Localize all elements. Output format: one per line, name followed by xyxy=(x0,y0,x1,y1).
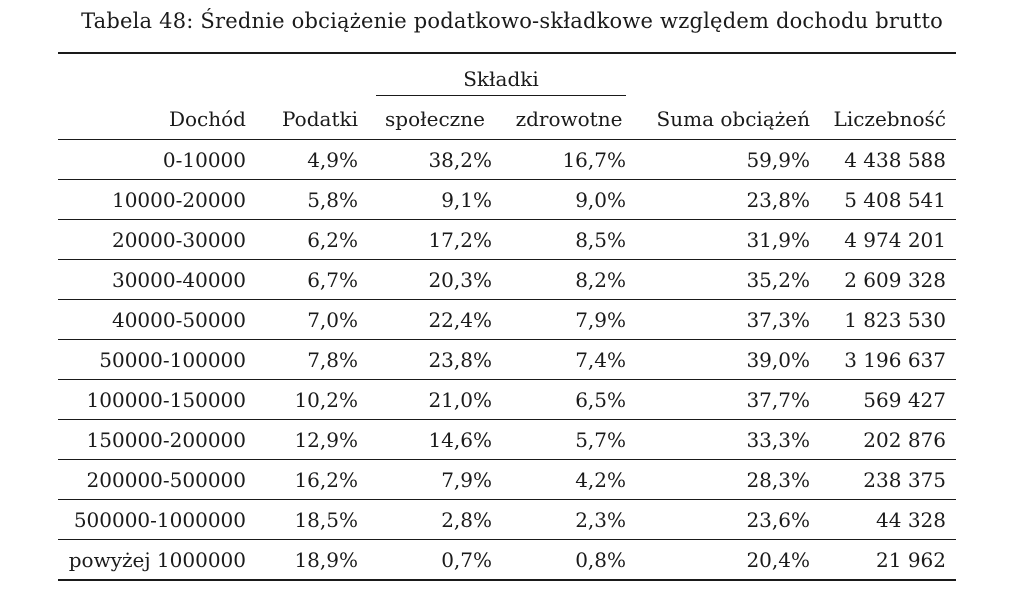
cell-zdrowotne: 16,7% xyxy=(502,140,636,180)
table-row xyxy=(58,460,956,500)
cell-liczebnosc: 2 609 328 xyxy=(820,260,956,300)
cell-dochod: 200000-500000 xyxy=(58,460,256,500)
cell-suma: 59,9% xyxy=(636,140,820,180)
cell-podatki: 18,9% xyxy=(256,540,368,581)
cell-zdrowotne: 6,5% xyxy=(502,380,636,420)
cell-suma: 35,2% xyxy=(636,260,820,300)
cell-dochod: powyżej 1000000 xyxy=(58,540,256,581)
cell-podatki: 7,8% xyxy=(256,340,368,380)
cell-zdrowotne: 7,4% xyxy=(502,340,636,380)
cell-liczebnosc: 3 196 637 xyxy=(820,340,956,380)
cell-podatki: 16,2% xyxy=(256,460,368,500)
cell-liczebnosc: 569 427 xyxy=(820,380,956,420)
cell-podatki: 18,5% xyxy=(256,500,368,540)
cell-suma: 23,8% xyxy=(636,180,820,220)
cell-spoleczne: 22,4% xyxy=(368,300,502,340)
cell-suma: 33,3% xyxy=(636,420,820,460)
table-row xyxy=(58,220,956,260)
table-row xyxy=(58,140,956,180)
table-row xyxy=(58,300,956,340)
cell-zdrowotne: 8,5% xyxy=(502,220,636,260)
cell-suma: 37,3% xyxy=(636,300,820,340)
cell-spoleczne: 38,2% xyxy=(368,140,502,180)
cell-dochod: 500000-1000000 xyxy=(58,500,256,540)
table-row xyxy=(58,500,956,540)
cell-suma: 28,3% xyxy=(636,460,820,500)
cell-podatki: 10,2% xyxy=(256,380,368,420)
cell-zdrowotne: 0,8% xyxy=(502,540,636,581)
col-header-dochod: Dochód xyxy=(58,99,256,140)
table-row xyxy=(58,540,956,581)
table-row xyxy=(58,380,956,420)
cell-zdrowotne: 7,9% xyxy=(502,300,636,340)
table-row xyxy=(58,260,956,300)
col-header-spoleczne: społeczne xyxy=(368,99,502,140)
cell-dochod: 10000-20000 xyxy=(58,180,256,220)
cell-spoleczne: 20,3% xyxy=(368,260,502,300)
cell-zdrowotne: 4,2% xyxy=(502,460,636,500)
header-row xyxy=(58,99,956,140)
table-body xyxy=(58,140,956,581)
cell-liczebnosc: 202 876 xyxy=(820,420,956,460)
cell-zdrowotne: 5,7% xyxy=(502,420,636,460)
header-group-skladki: Składki xyxy=(376,67,626,96)
cell-liczebnosc: 4 974 201 xyxy=(820,220,956,260)
cell-spoleczne: 21,0% xyxy=(368,380,502,420)
cell-zdrowotne: 9,0% xyxy=(502,180,636,220)
cell-liczebnosc: 21 962 xyxy=(820,540,956,581)
cell-suma: 37,7% xyxy=(636,380,820,420)
cell-liczebnosc: 4 438 588 xyxy=(820,140,956,180)
cell-dochod: 30000-40000 xyxy=(58,260,256,300)
cell-podatki: 6,2% xyxy=(256,220,368,260)
cell-suma: 20,4% xyxy=(636,540,820,581)
cell-liczebnosc: 5 408 541 xyxy=(820,180,956,220)
cell-suma: 39,0% xyxy=(636,340,820,380)
cell-zdrowotne: 8,2% xyxy=(502,260,636,300)
cell-liczebnosc: 1 823 530 xyxy=(820,300,956,340)
cell-podatki: 7,0% xyxy=(256,300,368,340)
cell-dochod: 40000-50000 xyxy=(58,300,256,340)
cell-dochod: 150000-200000 xyxy=(58,420,256,460)
cell-spoleczne: 17,2% xyxy=(368,220,502,260)
col-header-liczebnosc: Liczebność xyxy=(820,99,956,140)
cell-spoleczne: 23,8% xyxy=(368,340,502,380)
col-header-suma: Suma obciążeń xyxy=(636,99,820,140)
cell-dochod: 20000-30000 xyxy=(58,220,256,260)
cell-spoleczne: 9,1% xyxy=(368,180,502,220)
table-row xyxy=(58,180,956,220)
income-burden-table xyxy=(58,52,956,581)
cell-dochod: 50000-100000 xyxy=(58,340,256,380)
table-row xyxy=(58,420,956,460)
cell-suma: 31,9% xyxy=(636,220,820,260)
cell-spoleczne: 2,8% xyxy=(368,500,502,540)
cell-liczebnosc: 238 375 xyxy=(820,460,956,500)
cell-dochod: 0-10000 xyxy=(58,140,256,180)
header-group-row xyxy=(58,53,956,99)
cell-suma: 23,6% xyxy=(636,500,820,540)
cell-spoleczne: 7,9% xyxy=(368,460,502,500)
cell-zdrowotne: 2,3% xyxy=(502,500,636,540)
col-header-podatki: Podatki xyxy=(256,99,368,140)
table-caption: Tabela 48: Średnie obciążenie podatkowo-składkowe względem dochodu brutto xyxy=(81,9,943,33)
cell-spoleczne: 0,7% xyxy=(368,540,502,581)
cell-podatki: 12,9% xyxy=(256,420,368,460)
cell-spoleczne: 14,6% xyxy=(368,420,502,460)
cell-podatki: 5,8% xyxy=(256,180,368,220)
table-row xyxy=(58,340,956,380)
cell-podatki: 6,7% xyxy=(256,260,368,300)
cell-podatki: 4,9% xyxy=(256,140,368,180)
col-header-zdrowotne: zdrowotne xyxy=(502,99,636,140)
cell-liczebnosc: 44 328 xyxy=(820,500,956,540)
cell-dochod: 100000-150000 xyxy=(58,380,256,420)
